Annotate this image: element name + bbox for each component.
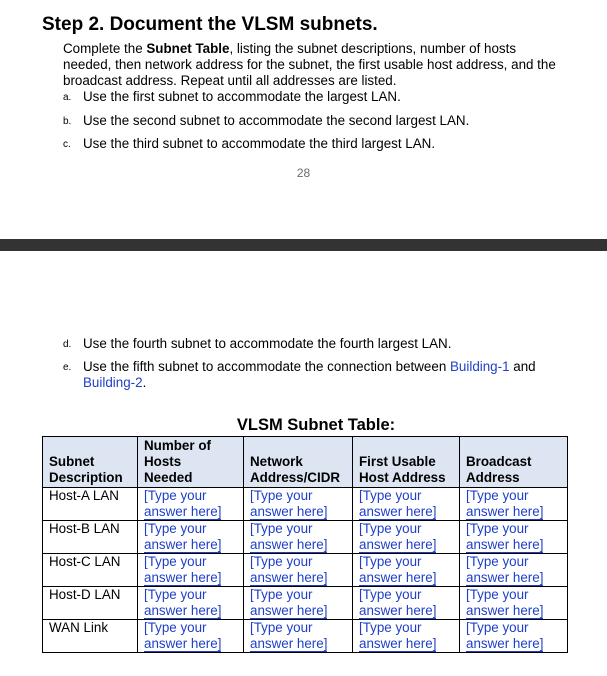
answer-placeholder-line1: [Type your (144, 620, 207, 635)
answer-placeholder-line1: [Type your (359, 554, 422, 569)
answer-placeholder-line2: answer here] (466, 636, 544, 651)
answer-placeholder-line2: answer here] (466, 570, 544, 585)
network-address-answer-field[interactable] (244, 587, 353, 620)
intro-post: , listing the subnet descriptions, number of hosts needed, then network address for the subnet, the first usable host address, and the broadcast address. Repeat until all addresses are listed. (63, 41, 556, 88)
answer-placeholder-line1: [Type your (144, 587, 207, 602)
building-2-link[interactable]: Building-2 (83, 375, 143, 390)
answer-placeholder-line2: answer here] (250, 636, 328, 651)
broadcast-address-answer-field[interactable] (460, 488, 568, 521)
subnet-description-cell: WAN Link (43, 620, 138, 653)
answer-placeholder-line2: answer here] (359, 504, 437, 519)
table-header-row (43, 437, 568, 488)
answer-placeholder-line1: [Type your (466, 488, 529, 503)
subnet-description-cell: Host-C LAN (43, 554, 138, 587)
network-address-answer-field[interactable] (244, 488, 353, 521)
answer-placeholder-line2: answer here] (466, 603, 544, 618)
step-e-mid: and (509, 359, 536, 374)
header-network-address: Network Address/CIDR (244, 437, 353, 488)
table-row (43, 587, 568, 620)
answer-placeholder-line1: [Type your (359, 521, 422, 536)
answer-placeholder-line2: answer here] (144, 537, 222, 552)
step-text: Use the first subnet to accommodate the largest LAN. (83, 89, 401, 104)
broadcast-address-answer-field[interactable] (460, 554, 568, 587)
broadcast-address-answer-field[interactable] (460, 521, 568, 554)
answer-placeholder-line1: [Type your (250, 488, 313, 503)
hosts-needed-answer-field[interactable] (138, 488, 244, 521)
table-row (43, 620, 568, 653)
subnet-description-cell: Host-A LAN (43, 488, 138, 521)
page-number: 28 (296, 166, 311, 180)
answer-placeholder-line1: [Type your (250, 587, 313, 602)
instructions-paragraph (63, 41, 563, 89)
table-title: VLSM Subnet Table: (236, 416, 396, 434)
answer-placeholder-line2: answer here] (359, 537, 437, 552)
answer-placeholder-line2: answer here] (250, 570, 328, 585)
subnet-description-cell: Host-B LAN (43, 521, 138, 554)
answer-placeholder-line1: [Type your (466, 554, 529, 569)
broadcast-address-answer-field[interactable] (460, 620, 568, 653)
page-break-divider (0, 239, 607, 251)
step-letter: b. (63, 116, 72, 127)
first-usable-host-answer-field[interactable] (353, 521, 460, 554)
header-subnet-description: Subnet Description (43, 437, 138, 488)
answer-placeholder-line1: [Type your (250, 554, 313, 569)
answer-placeholder-line2: answer here] (250, 603, 328, 618)
answer-placeholder-line2: answer here] (144, 636, 222, 651)
header-hosts-needed: Number of Hosts Needed (138, 437, 244, 488)
answer-placeholder-line2: answer here] (466, 537, 544, 552)
answer-placeholder-line2: answer here] (144, 603, 222, 618)
step-text: Use the fourth subnet to accommodate the fourth largest LAN. (83, 336, 452, 351)
first-usable-host-answer-field[interactable] (353, 554, 460, 587)
step-letter: a. (63, 92, 72, 103)
intro-bold: Subnet Table (146, 41, 230, 56)
step-heading: Step 2. Document the VLSM subnets. (42, 14, 378, 35)
hosts-needed-answer-field[interactable] (138, 521, 244, 554)
answer-placeholder-line2: answer here] (359, 636, 437, 651)
step-text (83, 359, 563, 391)
answer-placeholder-line1: [Type your (359, 620, 422, 635)
step-letter: e. (63, 362, 72, 373)
first-usable-host-answer-field[interactable] (353, 488, 460, 521)
network-address-answer-field[interactable] (244, 620, 353, 653)
network-address-answer-field[interactable] (244, 554, 353, 587)
subnet-description-cell: Host-D LAN (43, 587, 138, 620)
hosts-needed-answer-field[interactable] (138, 620, 244, 653)
intro-pre: Complete the (63, 41, 147, 56)
hosts-needed-answer-field[interactable] (138, 554, 244, 587)
answer-placeholder-line2: answer here] (144, 570, 222, 585)
answer-placeholder-line1: [Type your (250, 620, 313, 635)
answer-placeholder-line2: answer here] (359, 603, 437, 618)
building-1-link[interactable]: Building-1 (449, 359, 510, 374)
step-letter: c. (63, 139, 71, 150)
hosts-needed-answer-field[interactable] (138, 587, 244, 620)
answer-placeholder-line1: [Type your (144, 488, 207, 503)
table-row (43, 488, 568, 521)
table-row (43, 521, 568, 554)
step-e-post: . (142, 375, 147, 390)
answer-placeholder-line2: answer here] (359, 570, 437, 585)
header-first-usable-host: First Usable Host Address (353, 437, 460, 488)
answer-placeholder-line1: [Type your (466, 620, 529, 635)
step-e-pre: Use the fifth subnet to accommodate the connection between (83, 359, 450, 374)
table-row (43, 554, 568, 587)
answer-placeholder-line1: [Type your (359, 587, 422, 602)
broadcast-address-answer-field[interactable] (460, 587, 568, 620)
answer-placeholder-line1: [Type your (250, 521, 313, 536)
answer-placeholder-line1: [Type your (359, 488, 422, 503)
first-usable-host-answer-field[interactable] (353, 620, 460, 653)
answer-placeholder-line2: answer here] (144, 504, 222, 519)
first-usable-host-answer-field[interactable] (353, 587, 460, 620)
answer-placeholder-line2: answer here] (250, 504, 328, 519)
answer-placeholder-line1: [Type your (466, 587, 529, 602)
answer-placeholder-line1: [Type your (144, 554, 207, 569)
answer-placeholder-line1: [Type your (144, 521, 207, 536)
answer-placeholder-line2: answer here] (466, 504, 544, 519)
answer-placeholder-line1: [Type your (466, 521, 529, 536)
network-address-answer-field[interactable] (244, 521, 353, 554)
step-text: Use the second subnet to accommodate the second largest LAN. (83, 113, 470, 128)
step-text: Use the third subnet to accommodate the third largest LAN. (83, 136, 436, 151)
answer-placeholder-line2: answer here] (250, 537, 328, 552)
header-broadcast-address: Broadcast Address (460, 437, 568, 488)
step-letter: d. (63, 339, 72, 350)
vlsm-subnet-table (42, 436, 568, 653)
